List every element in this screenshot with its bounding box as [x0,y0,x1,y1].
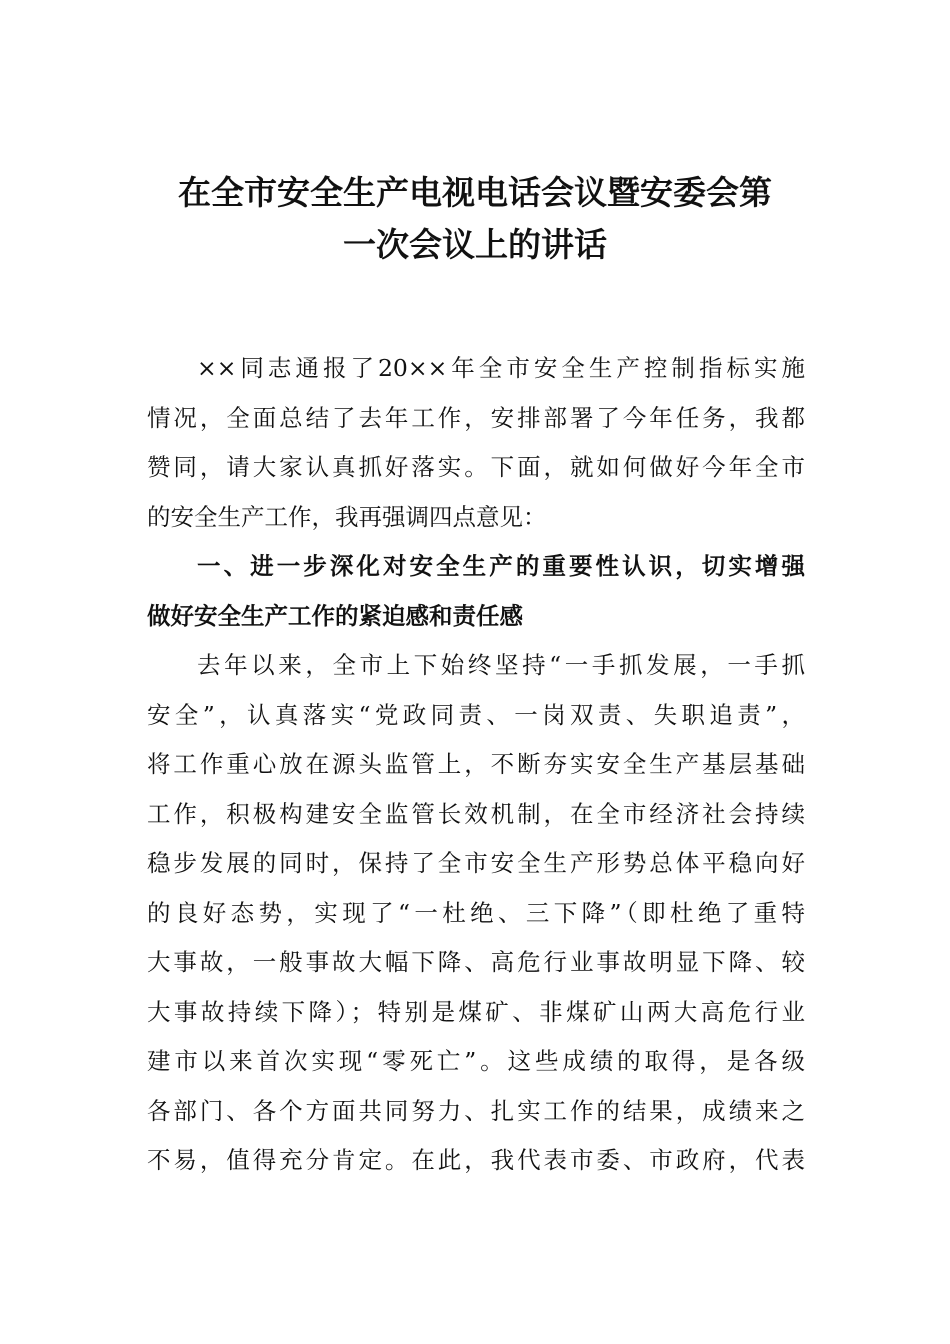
document-body [147,344,805,1186]
paragraph-line: 情况，全面总结了去年工作，安排部署了今年任务，我都 [147,403,805,432]
paragraph-line: 安全”，认真落实“党政同责、一岗双责、失职追责”， [147,700,805,729]
title-line-2: 一次会议上的讲话 [343,225,607,264]
paragraph-section-1 [147,641,805,1186]
paragraph-line: 建市以来首次实现“零死亡”。这些成绩的取得，是各级 [147,1047,805,1075]
paragraph-line: 各部门、各个方面共同努力、扎实工作的结果，成绩来之 [147,1096,805,1125]
paragraph-line: 的良好态势，实现了“一杜绝、三下降”（即杜绝了重特 [147,898,805,927]
paragraph-line: 不易，值得充分肯定。在此，我代表市委、市政府，代表 [147,1146,805,1174]
paragraph-line: 大事故，一般事故大幅下降、高危行业事故明显下降、较 [147,948,805,976]
paragraph-line: 的安全生产工作，我再强调四点意见： [147,502,547,531]
paragraph-line: 稳步发展的同时，保持了全市安全生产形势总体平稳向好 [147,849,805,877]
title-line-1: 在全市安全生产电视电话会议暨安委会第 [178,173,772,212]
paragraph-line: 赞同，请大家认真抓好落实。下面，就如何做好今年全市 [147,453,805,481]
paragraph-intro [147,344,805,542]
heading-line: 做好安全生产工作的紧迫感和责任感 [147,601,523,630]
section-heading-1 [147,542,805,641]
document-title [130,167,820,271]
heading-line: 一、进一步深化对安全生产的重要性认识，切实增强 [197,552,805,580]
paragraph-line: ××同志通报了20××年全市安全生产控制指标实施 [197,354,805,382]
paragraph-line: 工作，积极构建安全监管长效机制，在全市经济社会持续 [147,799,805,828]
paragraph-line: 将工作重心放在源头监管上，不断夯实安全生产基层基础 [147,750,805,778]
paragraph-line: 大事故持续下降）；特别是煤矿、非煤矿山两大高危行业 [147,997,805,1026]
paragraph-line: 去年以来，全市上下始终坚持“一手抓发展，一手抓 [197,651,805,679]
